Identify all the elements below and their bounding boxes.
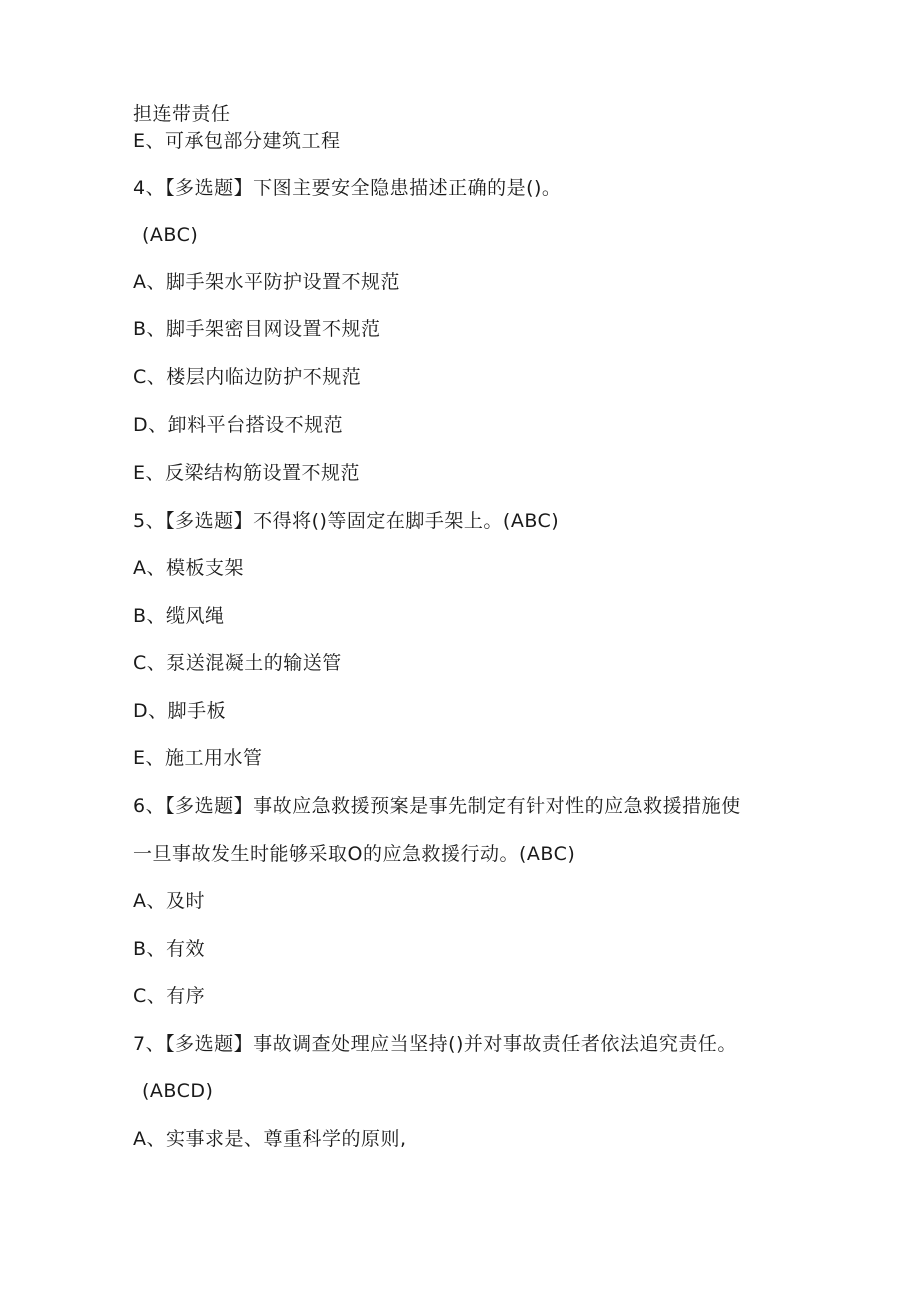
- option-a-q6: A、及时: [133, 890, 205, 912]
- option-c-q5: C、泵送混凝土的输送管: [133, 652, 342, 674]
- text-line-continuation: 担连带责任: [133, 103, 231, 125]
- option-a-q4: A、脚手架水平防护设置不规范: [133, 271, 400, 293]
- option-e-q3: E、可承包部分建筑工程: [133, 130, 341, 152]
- option-a-q7: A、实事求是、尊重科学的原则,: [133, 1128, 407, 1150]
- option-c-q4: C、楼层内临边防护不规范: [133, 366, 362, 388]
- question-5: 5、【多选题】不得将()等固定在脚手架上。(ABC): [133, 510, 560, 532]
- option-a-q5: A、模板支架: [133, 557, 244, 579]
- question-6: 6、【多选题】事故应急救援预案是事先制定有针对性的应急救援措施使: [133, 795, 741, 817]
- question-7: 7、【多选题】事故调查处理应当坚持()并对事故责任者依法追究责任。: [133, 1033, 737, 1055]
- option-e-q5: E、施工用水管: [133, 747, 263, 769]
- question-6-continuation: 一旦事故发生时能够采取O的应急救援行动。(ABC): [133, 843, 576, 865]
- option-d-q5: D、脚手板: [133, 700, 227, 722]
- option-e-q4: E、反梁结构筋设置不规范: [133, 462, 361, 484]
- question-4: 4、【多选题】下图主要安全隐患描述正确的是()。: [133, 177, 562, 199]
- answer-q4: (ABC): [142, 224, 199, 246]
- answer-q7: (ABCD): [142, 1080, 214, 1102]
- option-b-q5: B、缆风绳: [133, 605, 225, 627]
- option-b-q6: B、有效: [133, 938, 206, 960]
- option-b-q4: B、脚手架密目网设置不规范: [133, 318, 381, 340]
- option-d-q4: D、卸料平台搭设不规范: [133, 414, 344, 436]
- option-c-q6: C、有序: [133, 985, 206, 1007]
